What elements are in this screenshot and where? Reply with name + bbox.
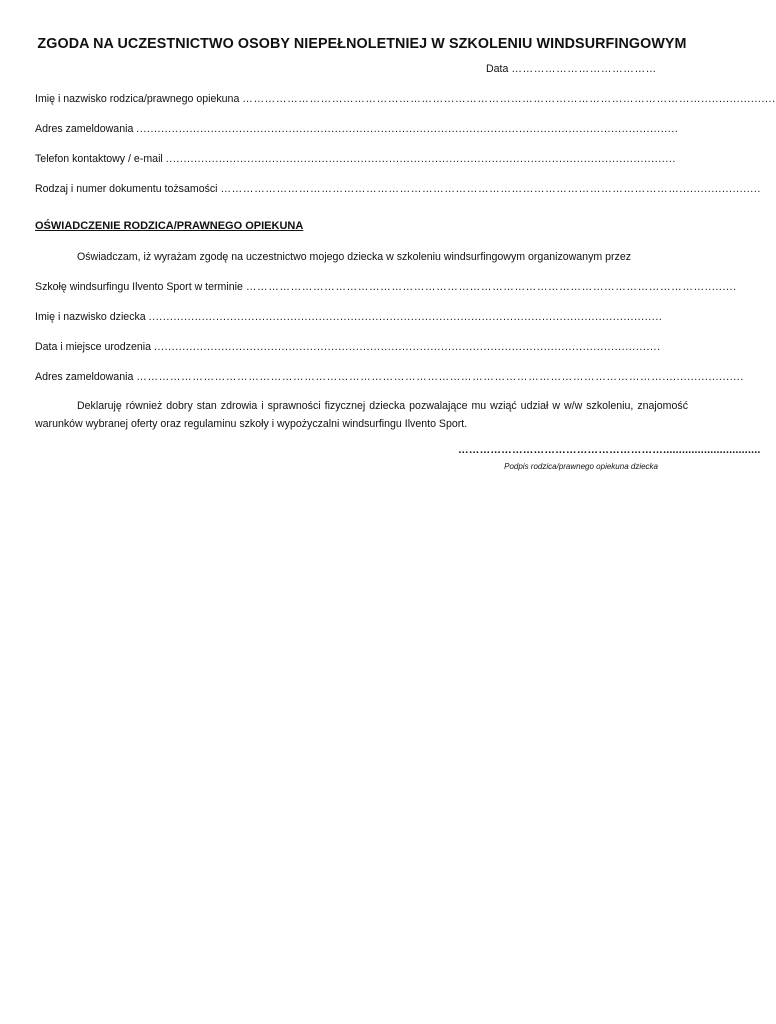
child-address-field (35, 371, 744, 383)
school-term-dots: ……………………………………………………………………………………………………………......... (245, 281, 737, 293)
parent-name-dots: ……………………………………………………………………………………………………………..................... (242, 93, 776, 105)
parent-id-document-label: Rodzaj i numer dokumentu tożsamości (35, 183, 218, 195)
consent-sentence: Oświadczam, iż wyrażam zgodę na uczestnictwo mojego dziecka w szkoleniu windsurfingowym organizowanym przez (77, 251, 632, 263)
child-address-dots: ……………………………………………………………………………………………………………………………....................... (136, 371, 744, 383)
signature-caption: Podpis rodzica/prawnego opiekuna dziecka (504, 462, 658, 471)
child-name-label: Imię i nazwisko dziecka (35, 311, 146, 323)
parent-name-label: Imię i nazwisko rodzica/prawnego opiekuna (35, 93, 240, 105)
school-term-label: Szkołę windsurfingu Ilvento Sport w terminie (35, 281, 243, 293)
parent-address-field (35, 123, 679, 135)
signature-line: …………………………………………………............................... (458, 444, 761, 456)
health-declaration: Deklaruję również dobry stan zdrowia i sprawności fizycznej dziecka pozwalające mu wziąć udział w w/w szkoleniu, znajomość warunków wybranej oferty oraz regulaminu szkoły i wypożyczalni windsurfingu Ilvento Sport. (35, 400, 688, 430)
school-term-field (35, 281, 737, 293)
date-dots: ………………………………… (511, 63, 657, 75)
parent-name-field (35, 93, 776, 105)
section-heading: OŚWIADCZENIE RODZICA/PRAWNEGO OPIEKUNA (35, 220, 304, 232)
parent-contact-dots: ................................................................................................................................................ (165, 153, 676, 165)
document-title: ZGODA NA UCZESTNICTWO OSOBY NIEPEŁNOLETNIEJ W SZKOLENIU WINDSURFINGOWYM (37, 36, 687, 52)
parent-contact-label: Telefon kontaktowy / e-mail (35, 153, 163, 165)
parent-contact-field (35, 153, 676, 165)
child-name-dots: ................................................................................................................................................. (148, 311, 663, 323)
child-birth-field (35, 341, 661, 353)
child-address-label: Adres zameldowania (35, 371, 134, 383)
date-label: Data (486, 63, 509, 75)
child-name-field (35, 311, 663, 323)
date-field (486, 63, 657, 75)
parent-address-dots: ......................................................................................................................................................... (136, 123, 679, 135)
child-birth-label: Data i miejsce urodzenia (35, 341, 151, 353)
child-birth-dots: ............................................................................................................................................... (153, 341, 661, 353)
parent-address-label: Adres zameldowania (35, 123, 134, 135)
parent-id-document-field (35, 183, 761, 195)
parent-id-document-dots: ……………………………………………………………………………………………………………....................... (220, 183, 761, 195)
